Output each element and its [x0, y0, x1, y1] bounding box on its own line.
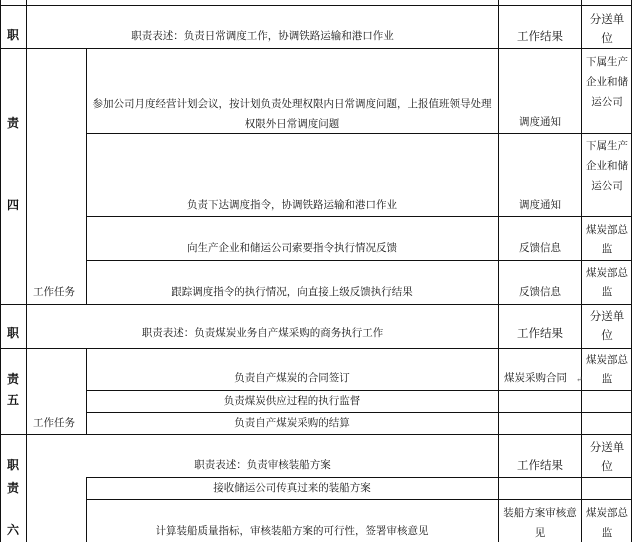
task-text: 跟踪调度指令的执行情况，向直接上级反馈执行结果 [171, 286, 413, 298]
cell-marker: ↵ [576, 375, 583, 384]
row-rule [0, 48, 632, 49]
col-rule [86, 348, 87, 434]
task-text: 负责自产煤炭的合同签订 [234, 372, 350, 384]
task-dept: 煤炭部总监 [586, 224, 628, 255]
col-rule [86, 477, 87, 542]
section-char: 责 [7, 372, 20, 386]
row-rule [0, 304, 632, 305]
section-char: 六 [7, 523, 20, 537]
row-rule [86, 390, 632, 391]
row-rule [86, 216, 632, 217]
section-char: 职 [7, 28, 20, 42]
row-rule [0, 5, 632, 6]
duty-description: 职责表述：负责审核装船方案 [194, 459, 331, 471]
row-rule [86, 499, 632, 500]
task-label: 工作任务 [33, 286, 75, 298]
task-result: 反馈信息 [519, 242, 561, 254]
task-dept: 煤炭部总监 [586, 507, 628, 539]
task-text: 负责下达调度指令，协调铁路运输和港口作业 [187, 199, 397, 211]
result-header: 工作结果 [517, 458, 563, 472]
task-result: 调度通知 [519, 116, 561, 128]
row-rule [0, 434, 632, 435]
task-text: 计算装船质量指标，审核装船方案的可行性，签署审核意见 [155, 525, 429, 537]
task-dept: 下属生产企业和储运公司 [586, 56, 628, 108]
task-result: 调度通知 [519, 199, 561, 211]
result-header: 工作结果 [517, 29, 563, 43]
section-char: 职 [7, 458, 20, 472]
dept-header: 分送单位 [589, 440, 625, 473]
row-rule [86, 412, 632, 413]
task-result: 反馈信息 [519, 286, 561, 298]
section-char: 五 [7, 393, 20, 407]
row-rule [86, 260, 632, 261]
section-char: 责 [7, 116, 20, 130]
col-rule [581, 0, 582, 542]
section-char: 四 [7, 198, 20, 212]
row-rule [86, 477, 632, 478]
task-dept: 下属生产企业和储运公司 [586, 140, 628, 192]
task-result: 煤炭采购合同 [504, 372, 567, 384]
task-text: 接收储运公司传真过来的装船方案 [213, 482, 371, 494]
duty-description: 职责表述：负责煤炭业务自产煤采购的商务执行工作 [141, 327, 384, 339]
section-char: 职 [7, 326, 20, 340]
dept-header: 分送单位 [589, 12, 625, 45]
task-text: 参加公司月度经营计划会议，按计划负责处理权限内日常调度问题，上报值班领导处理权限外日常调度问题 [92, 98, 492, 130]
col-rule [0, 0, 1, 542]
task-label: 工作任务 [33, 417, 75, 429]
row-rule [0, 348, 632, 349]
task-result: 装船方案审核意见 [503, 507, 577, 539]
task-dept: 煤炭部总监 [586, 267, 628, 298]
task-dept: 煤炭部总监 [586, 354, 628, 385]
col-rule [86, 48, 87, 304]
task-text: 负责自产煤炭采购的结算 [234, 417, 350, 429]
result-header: 工作结果 [517, 326, 563, 340]
duty-description: 职责表述：负责日常调度工作，协调铁路运输和港口作业 [131, 30, 394, 42]
dept-header: 分送单位 [589, 309, 625, 342]
section-char: 责 [7, 481, 20, 495]
task-text: 负责煤炭供应过程的执行监督 [223, 395, 361, 407]
task-text: 向生产企业和储运公司索要指令执行情况反馈 [187, 242, 397, 254]
